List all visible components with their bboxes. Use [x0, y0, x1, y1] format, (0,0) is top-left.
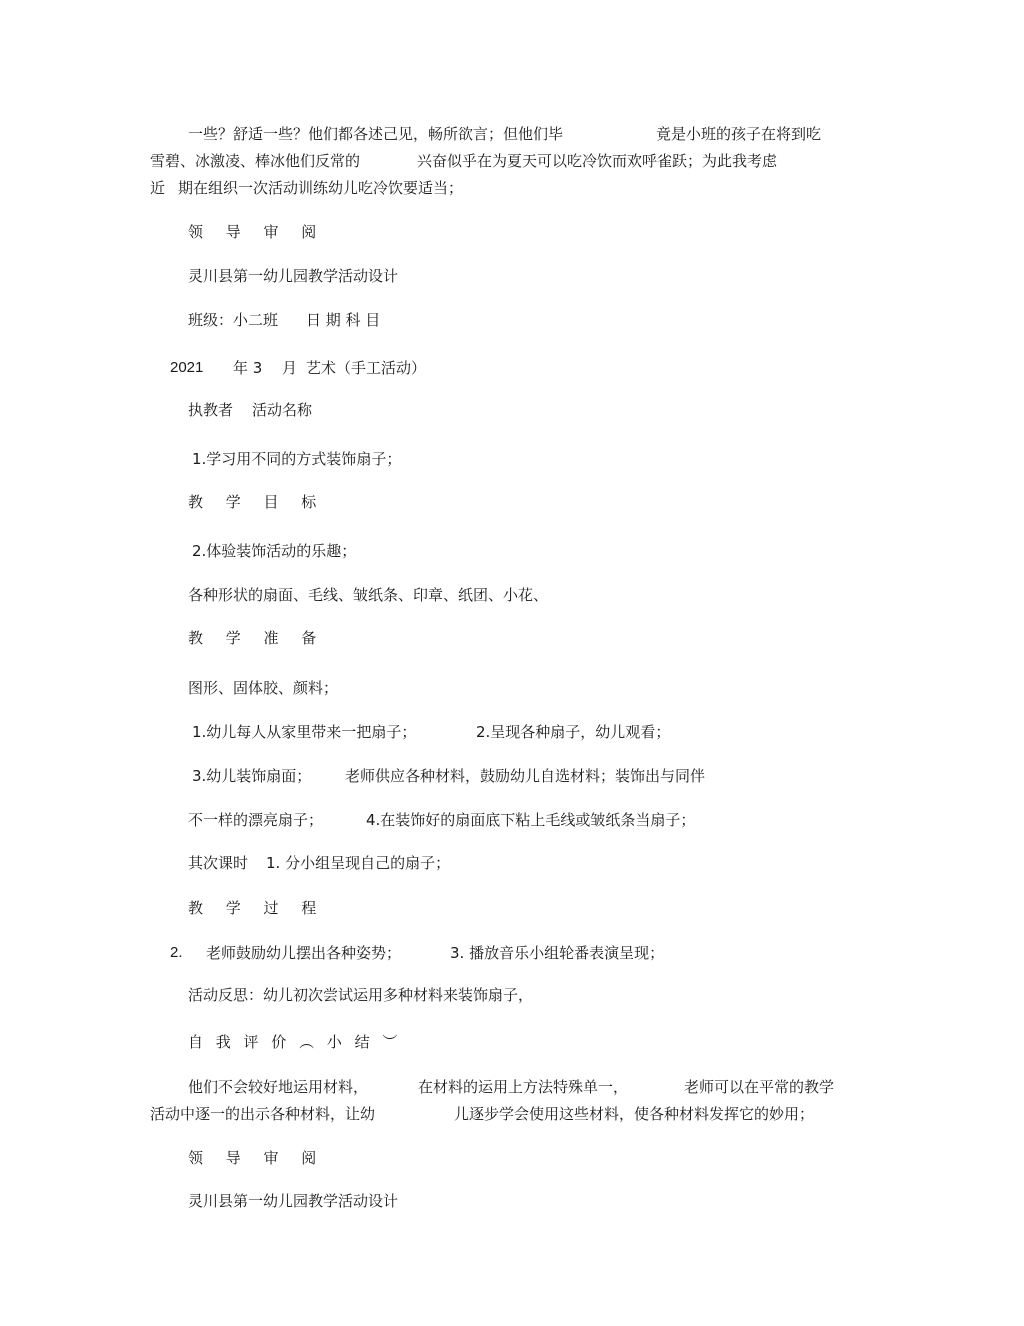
materials-line-1: 各种形状的扇面、毛线、皱纸条、印章、纸团、小花、 [188, 586, 549, 604]
reflection-line: 活动反思：幼儿初次尝试运用多种材料来装饰扇子， [188, 986, 534, 1004]
step-1: 1.幼儿每人从家里带来一把扇子； [192, 723, 417, 741]
goals-heading: 教 学 目 标 [188, 493, 326, 511]
activity-name-label: 活动名称 [252, 401, 313, 419]
process-item-2: 老师鼓励幼儿摆出各种姿势； [206, 944, 402, 962]
date-month-unit: 月 [282, 359, 298, 377]
step-3-continued: 老师供应各种材料，鼓励幼儿自选材料；装饰出与同伴 [345, 767, 706, 785]
summary-line-1c: 老师可以在平常的教学 [684, 1078, 835, 1096]
intro-line-2b: 兴奋似乎在为夏天可以吃冷饮而欢呼雀跃；为此我考虑 [417, 152, 778, 170]
second-lesson-label: 其次课时 [188, 854, 249, 872]
summary-line-2a: 活动中逐一的出示各种材料，让幼 [150, 1105, 376, 1123]
class-label: 班级：小二班 [188, 311, 279, 329]
goal-2: 2.体验装饰活动的乐趣； [192, 542, 357, 560]
step-2: 2.呈现各种扇子，幼儿观看； [476, 723, 671, 741]
date-year: 2021 [170, 359, 204, 376]
self-evaluation-heading: 自 我 评 价 ︵ 小 结 ︶ [188, 1033, 402, 1051]
review-label-1: 领 导 审 阅 [188, 223, 326, 241]
step-4: 4.在装饰好的扇面底下粘上毛线或皱纸条当扇子； [366, 811, 696, 829]
process-item-2-number: 2. [170, 944, 183, 961]
process-item-3: 3. 播放音乐小组轮番表演呈现； [450, 944, 665, 962]
intro-line-1a: 一些？舒适一些？他们都各述己见，畅所欲言；但他们毕 [188, 125, 564, 143]
second-lesson-item-1: 1. 分小组呈现自己的扇子； [266, 854, 451, 872]
review-label-2: 领 导 审 阅 [188, 1149, 326, 1167]
summary-line-2b: 儿逐步学会使用这些材料，使各种材料发挥它的妙用； [454, 1105, 815, 1123]
step-3: 3.幼儿装饰扇面； [192, 767, 312, 785]
summary-line-1b: 在材料的运用上方法特殊单一， [418, 1078, 629, 1096]
subject-value: 艺术（手工活动） [306, 359, 427, 377]
design-title-1: 灵川县第一幼儿园教学活动设计 [188, 267, 399, 285]
design-title-2: 灵川县第一幼儿园教学活动设计 [188, 1192, 399, 1210]
goal-1: 1.学习用不同的方式装饰扇子； [192, 450, 402, 468]
process-heading: 教 学 过 程 [188, 899, 326, 917]
date-subject-label: 日 期 科 目 [306, 311, 381, 329]
materials-line-2: 图形、固体胶、颜料； [188, 679, 339, 697]
prep-heading: 教 学 准 备 [188, 629, 326, 647]
date-year-unit: 年 3 [233, 359, 263, 377]
step-3-end: 不一样的漂亮扇子； [188, 811, 324, 829]
intro-line-3a: 近 [150, 179, 166, 197]
teacher-label: 执教者 [188, 401, 234, 419]
summary-line-1a: 他们不会较好地运用材料， [188, 1078, 369, 1096]
intro-line-1b: 竟是小班的孩子在将到吃 [656, 125, 822, 143]
intro-line-3b: 期在组织一次活动训练幼儿吃冷饮要适当； [178, 179, 464, 197]
intro-line-2a: 雪碧、冰激凌、棒冰他们反常的 [150, 152, 361, 170]
